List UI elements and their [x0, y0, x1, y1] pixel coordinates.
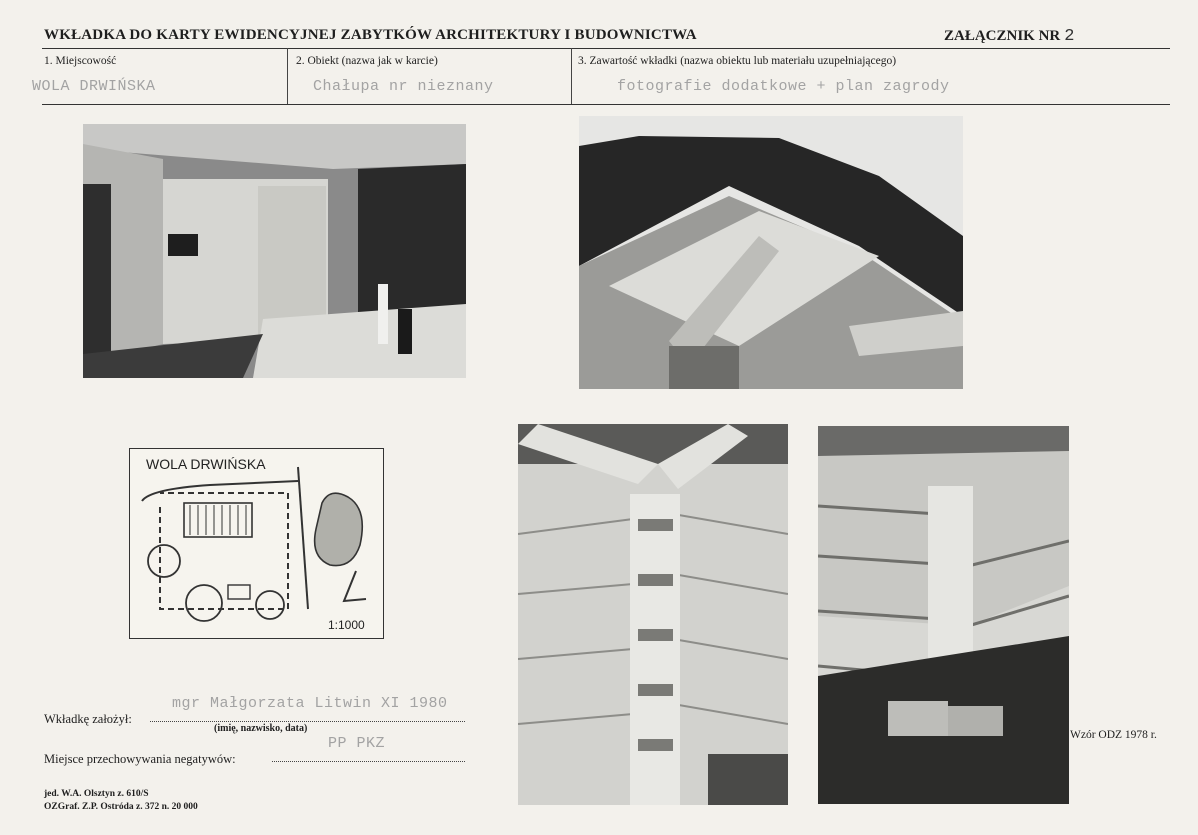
printer-line-1: jed. W.A. Olsztyn z. 610/S	[44, 789, 149, 799]
plan-cottage	[184, 503, 252, 537]
printer-line-2: OZGraf. Z.P. Ostróda z. 372 n. 20 000	[44, 802, 198, 812]
storage-dotline	[272, 761, 465, 762]
storage-label: Miejsce przechowywania negatywów:	[44, 752, 236, 766]
founded-label: Wkładkę założył:	[44, 712, 132, 726]
object-value: Chałupa nr nieznany	[313, 78, 494, 95]
plan-tree	[148, 545, 180, 577]
place-label: 1. Miejscowość	[44, 55, 117, 67]
field-separator-2	[571, 48, 572, 104]
annex-label-text: ZAŁĄCZNIK NR	[944, 28, 1061, 44]
plan-hatched-area	[315, 493, 363, 565]
plan-road-edge	[298, 467, 308, 609]
contents-value: fotografie dodatkowe + plan zagrody	[617, 78, 950, 95]
storage-value: PP PKZ	[328, 735, 386, 752]
header-rule-bottom	[42, 104, 1170, 105]
photo-log-corner-foundation	[818, 426, 1069, 804]
plan-title: WOLA DRWIŃSKA	[146, 456, 266, 472]
founded-value: mgr Małgorzata Litwin XI 1980	[172, 695, 448, 712]
plan-road	[142, 481, 298, 501]
photo-log-corner-dovetail	[518, 424, 788, 805]
annex-label	[944, 27, 1074, 46]
north-arrow-icon	[344, 571, 366, 601]
document-title: WKŁADKA DO KARTY EWIDENCYJNEJ ZABYTKÓW ARCHITEKTURY I BUDOWNICTWA	[44, 27, 697, 43]
plan-scale: 1:1000	[328, 618, 365, 632]
plan-tree	[256, 591, 284, 619]
contents-label: 3. Zawartość wkładki (nazwa obiektu lub materiału uzupełniającego)	[578, 55, 897, 67]
object-label: 2. Obiekt (nazwa jak w karcie)	[296, 55, 438, 67]
farmstead-site-plan	[129, 448, 384, 639]
plan-tree	[186, 585, 222, 621]
founded-dotline	[150, 721, 465, 722]
place-value: WOLA DRWIŃSKA	[32, 78, 156, 95]
field-separator-1	[287, 48, 288, 104]
founded-hint: (imię, nazwisko, data)	[214, 723, 308, 734]
model-label: Wzór ODZ 1978 r.	[1070, 729, 1157, 741]
photo-interior-stove	[83, 124, 466, 378]
plan-outbuilding	[228, 585, 250, 599]
header-rule-top	[42, 48, 1170, 49]
photo-thatched-roof-corner	[579, 116, 963, 389]
annex-number: 2	[1064, 27, 1075, 46]
